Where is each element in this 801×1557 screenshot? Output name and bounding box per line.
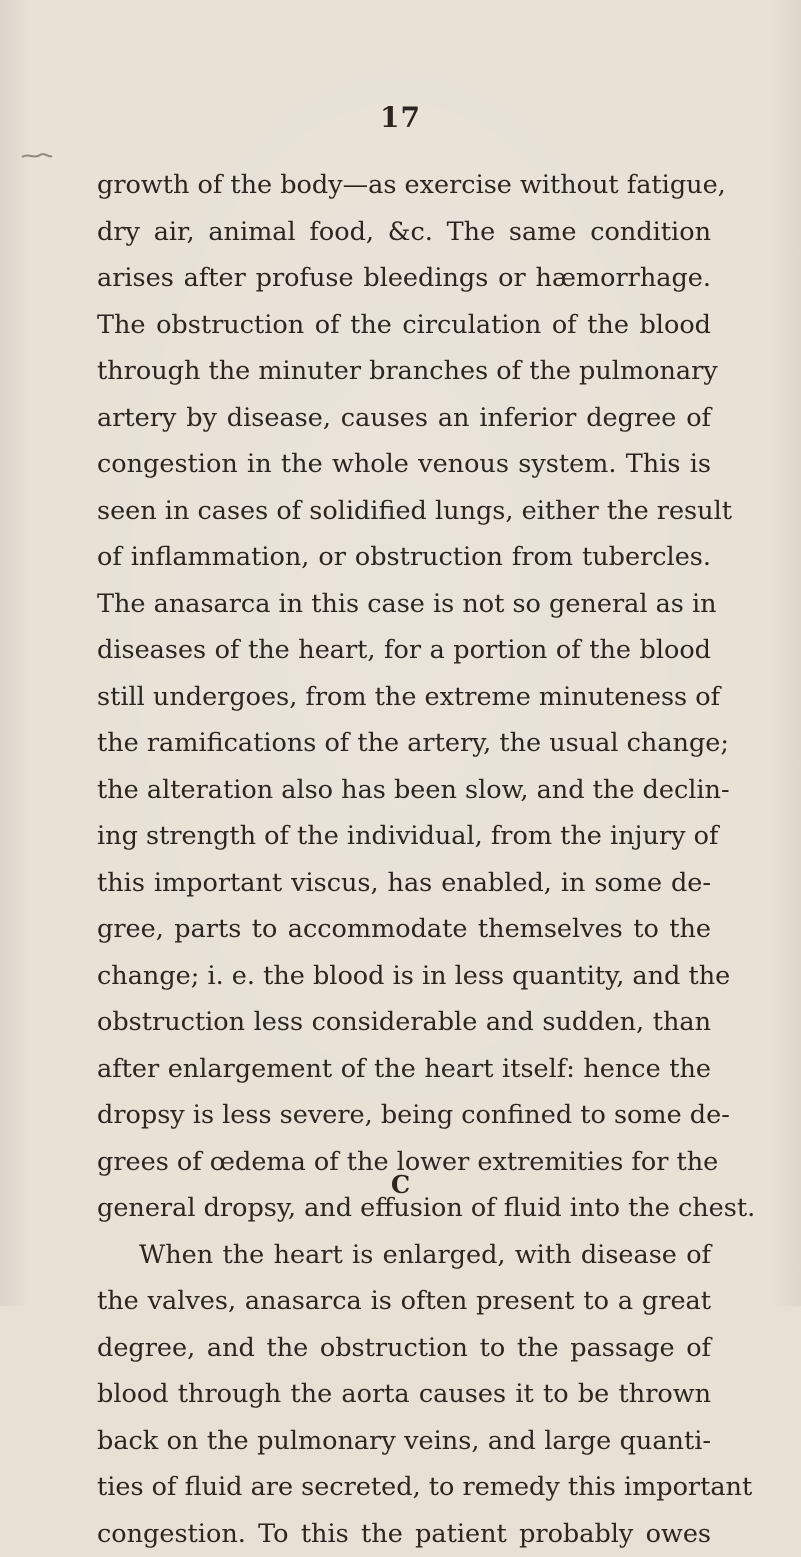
text-line: degree, and the obstruction to the passage of [97, 1325, 711, 1372]
text-line: congestion. To this the patient probably owes [97, 1511, 711, 1557]
page-number: 17 [0, 100, 801, 136]
text-line: dry air, animal food, &c. The same condition [97, 209, 711, 256]
text-line: the alteration also has been slow, and the declin- [97, 767, 711, 814]
text-line: grees of œdema of the lower extremities for the [97, 1139, 711, 1186]
text-line: change; i. e. the blood is in less quantity, and the [97, 953, 711, 1000]
text-line: this important viscus, has enabled, in some de- [97, 860, 711, 907]
text-line: obstruction less considerable and sudden, than [97, 999, 711, 1046]
paragraph-end-line: general dropsy, and effusion of fluid into the chest. [97, 1185, 711, 1232]
text-line: diseases of the heart, for a portion of the blood [97, 627, 711, 674]
body-text [97, 162, 711, 1557]
text-line: artery by disease, causes an inferior degree of [97, 395, 711, 442]
text-line: of inflammation, or obstruction from tubercles. [97, 534, 711, 581]
text-line: growth of the body—as exercise without fatigue, [97, 162, 711, 209]
text-line: through the minuter branches of the pulmonary [97, 348, 711, 395]
paragraph-start-line: When the heart is enlarged, with disease of [97, 1232, 711, 1279]
signature-mark: C [0, 1170, 801, 1200]
text-line: congestion in the whole venous system. This is [97, 441, 711, 488]
text-line: The obstruction of the circulation of the blood [97, 302, 711, 349]
text-line: the ramifications of the artery, the usual change; [97, 720, 711, 767]
text-line: after enlargement of the heart itself: hence the [97, 1046, 711, 1093]
text-line: the valves, anasarca is often present to a great [97, 1278, 711, 1325]
text-line: seen in cases of solidified lungs, either the result [97, 488, 711, 535]
text-line: still undergoes, from the extreme minuteness of [97, 674, 711, 721]
text-line: gree, parts to accommodate themselves to the [97, 906, 711, 953]
text-line: arises after profuse bleedings or hæmorrhage. [97, 255, 711, 302]
text-line: blood through the aorta causes it to be thrown [97, 1371, 711, 1418]
text-line: back on the pulmonary veins, and large quanti- [97, 1418, 711, 1465]
text-line: The anasarca in this case is not so general as in [97, 581, 711, 628]
text-line: ing strength of the individual, from the injury of [97, 813, 711, 860]
ink-mark-icon [20, 150, 54, 162]
text-line: dropsy is less severe, being confined to some de- [97, 1092, 711, 1139]
text-line: ties of fluid are secreted, to remedy this important [97, 1464, 711, 1511]
